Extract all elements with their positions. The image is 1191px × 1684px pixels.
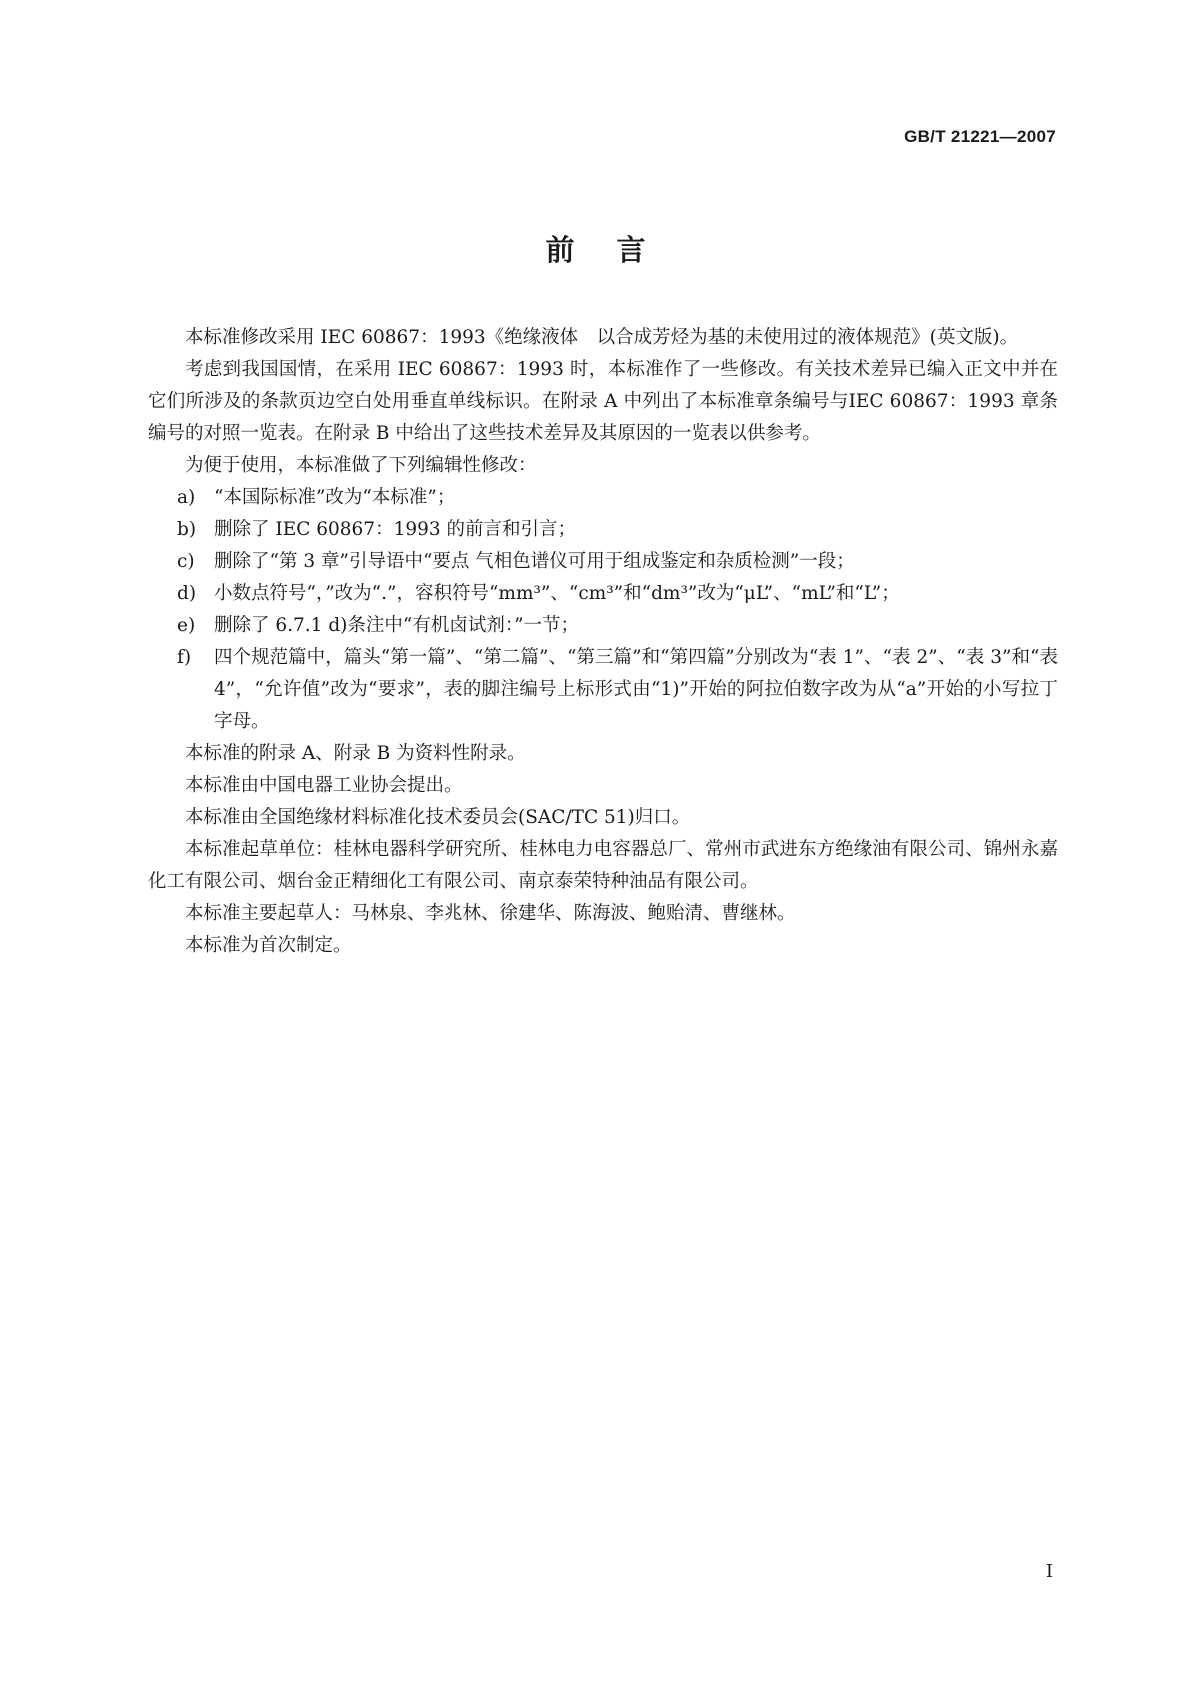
paragraph-committee: 本标准由全国绝缘材料标准化技术委员会(SAC/TC 51)归口。 [185, 807, 691, 828]
list-item-label: d) [177, 583, 197, 604]
list-item-text: 删除了 IEC 60867：1993 的前言和引言； [214, 519, 577, 540]
list-item [148, 482, 1058, 514]
list-item-text: “本国际标准”改为“本标准”； [214, 487, 456, 508]
list-item [148, 546, 1058, 578]
list-item-text: 删除了“第 3 章”引导语中“要点 气相色谱仪可用于组成鉴定和杂质检测”一段； [214, 551, 855, 572]
paragraph-proposer: 本标准由中国电器工业协会提出。 [185, 775, 463, 796]
paragraph-differences: 考虑到我国国情，在采用 IEC 60867：1993 时，本标准作了一些修改。有关技术差异已编入正文中并在它们所涉及的条款页边空白处用垂直单线标识。在附录 A 中列出了本标准章条编号与IEC 60867：1993 章条编号的对照一览表。在附录 B 中给出了这些技术差异及其原因的一览表以供参考。 [148, 359, 1058, 444]
standard-code: GB/T 21221—2007 [904, 127, 1056, 146]
list-item-text: 四个规范篇中，篇头“第一篇”、“第二篇”、“第三篇”和“第四篇”分别改为“表 1”、“表 2”、“表 3”和“表 4”，“允许值”改为“要求”，表的脚注编号上标形式由“1)”开始的阿拉伯数字改为从“a”开始的小写拉丁字母。 [214, 647, 1058, 732]
list-item-label: c) [177, 551, 195, 572]
page-number: I [1045, 1561, 1053, 1582]
paragraph-annexes: 本标准的附录 A、附录 B 为资料性附录。 [185, 743, 526, 764]
list-item [148, 610, 1058, 642]
list-item-label: b) [177, 519, 197, 540]
paragraph-first-edition: 本标准为首次制定。 [185, 935, 352, 956]
paragraph-drafting-units: 本标准起草单位：桂林电器科学研究所、桂林电力电容器总厂、常州市武进东方绝缘油有限公司、锦州永嘉化工有限公司、烟台金正精细化工有限公司、南京泰荣特种油品有限公司。 [148, 839, 1058, 892]
foreword-body [148, 322, 1058, 962]
list-item [148, 578, 1058, 610]
page-title: 前言 [545, 233, 688, 267]
list-item [148, 642, 1058, 738]
list-item-label: e) [177, 615, 196, 636]
list-item-label: a) [177, 487, 196, 508]
list-item-text: 删除了 6.7.1 d)条注中“有机卤试剂：”一节； [214, 615, 580, 636]
list-item-label: f) [177, 647, 192, 668]
paragraph-adoption: 本标准修改采用 IEC 60867：1993《绝缘液体 以合成芳烃为基的未使用过的液体规范》(英文版)。 [185, 327, 1019, 348]
list-item [148, 514, 1058, 546]
list-item-text: 小数点符号“，”改为“.”，容积符号“mm³”、“cm³”和“dm³”改为“μL”、“mL”和“L”； [214, 583, 900, 604]
paragraph-drafters: 本标准主要起草人：马林泉、李兆林、徐建华、陈海波、鲍贻清、曹继林。 [185, 903, 796, 924]
paragraph-editorial-intro: 为便于使用，本标准做了下列编辑性修改： [185, 455, 537, 476]
